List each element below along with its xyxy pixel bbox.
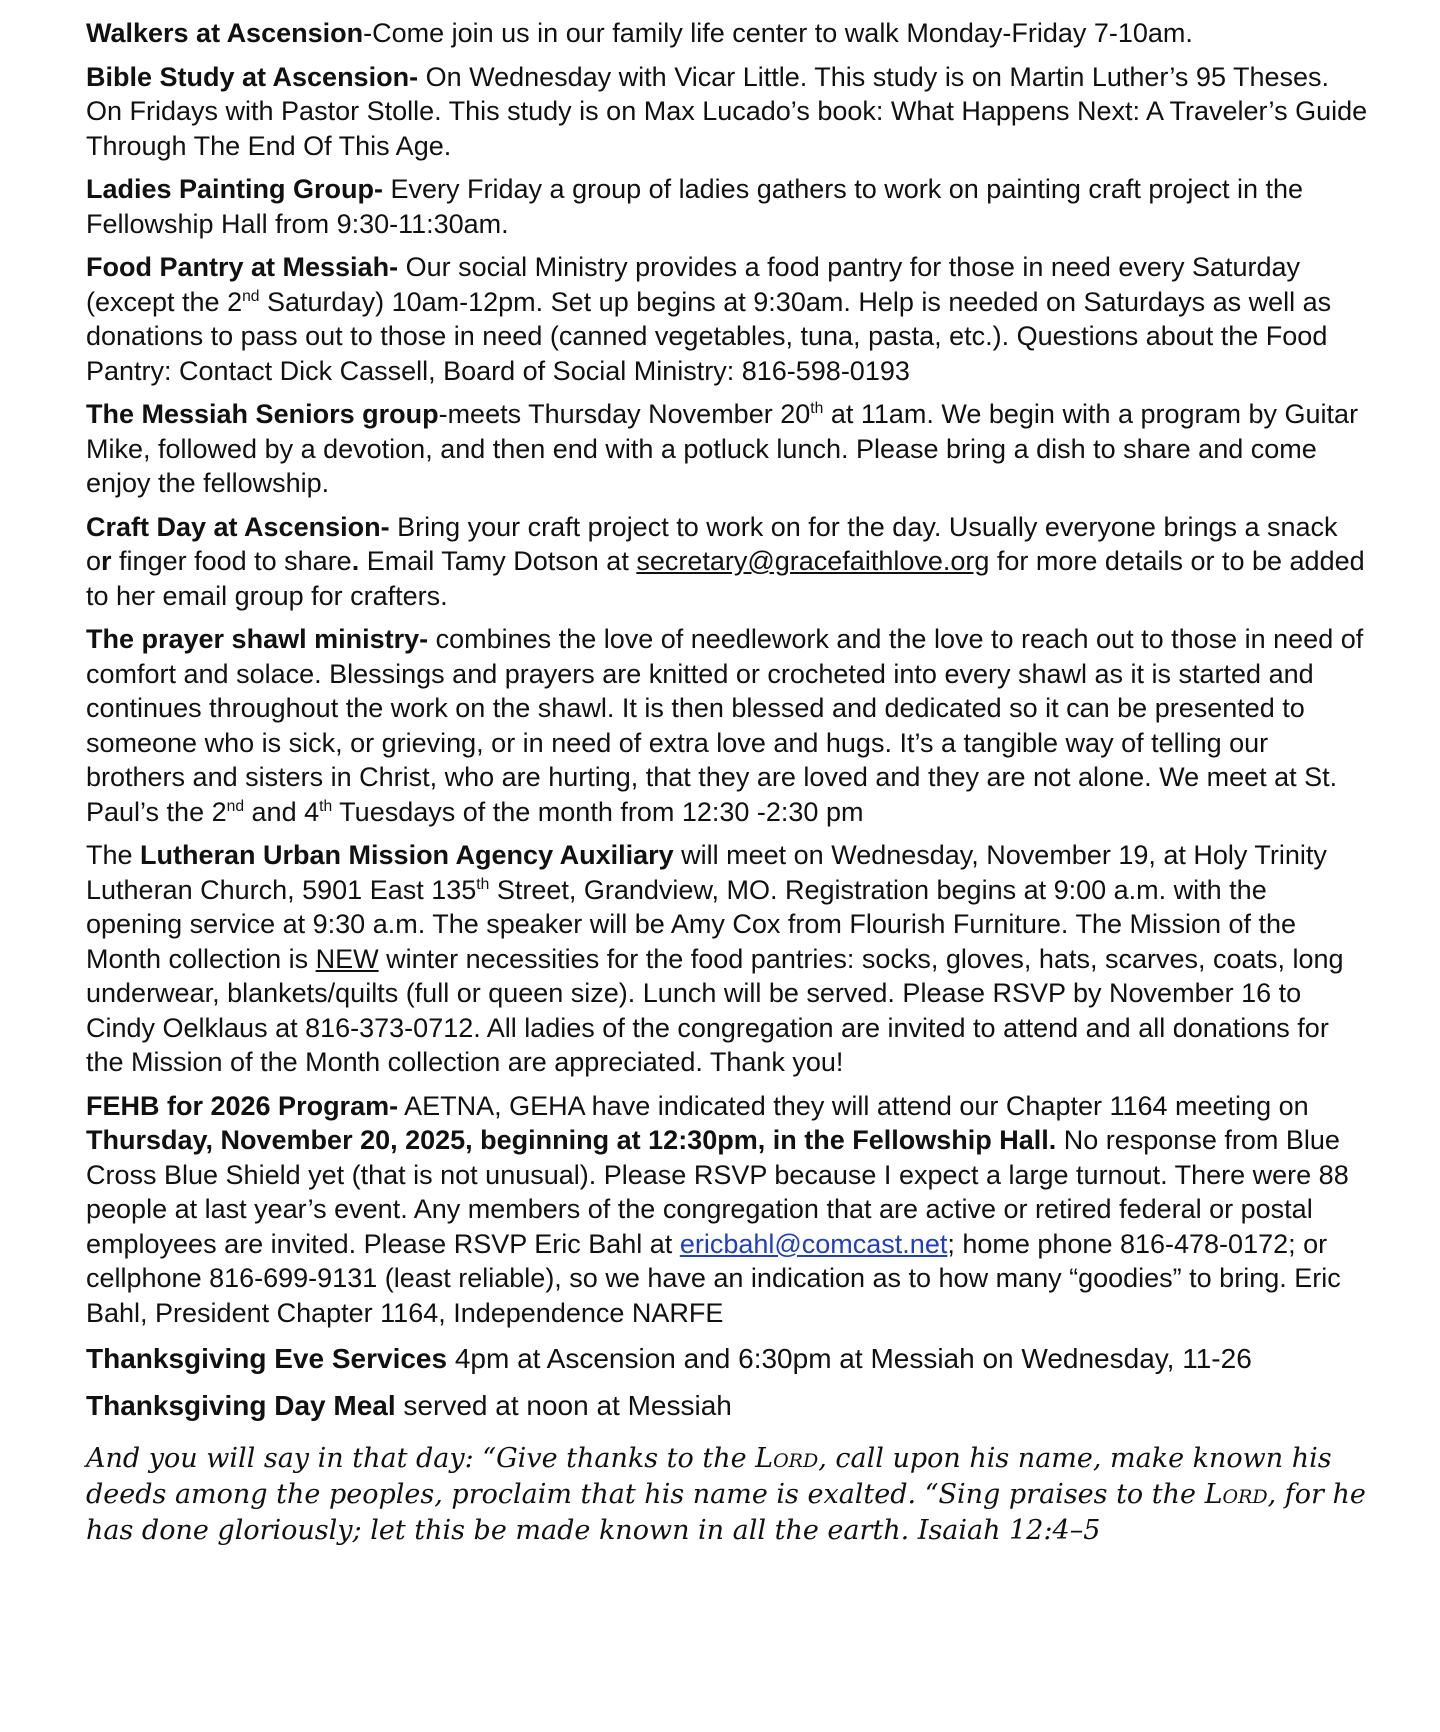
bible-study-title: Bible Study at Ascension- — [86, 61, 419, 92]
prayer-shawl-sup-2: th — [319, 797, 333, 815]
seniors-text-2: at 11am. We begin with a program by Guitar Mike, followed by a devotion, and then end with a potluck lunch. Please bring a dish to share and come enjoy the fellowship. — [86, 399, 1359, 498]
bible-study-announcement — [86, 60, 1368, 164]
verse-text-3: , for he has done gloriously; let this be made known in all the earth. Isaiah 12:4–5 — [86, 1479, 1366, 1546]
craft-day-bold-r: r — [101, 546, 112, 576]
prayer-shawl-announcement — [86, 622, 1368, 829]
food-pantry-text-2: Saturday) 10am-12pm. Set up begins at 9:30am. Help is needed on Saturdays as well as donations to pass out to those in need (canned vegetables, tuna, pasta, etc.). Questions about the Food Pantry: Contact Dick Cassell, Board of Social Ministry: 816-598-0193 — [86, 286, 1332, 386]
fehb-announcement — [86, 1089, 1368, 1331]
prayer-shawl-text-1: combines the love of needlework and the love to reach out to those in need of comfort and solace. Blessings and prayers are knitted or crocheted into every shawl as it is started and continues throughout the work on the shawl. It is then blessed and dedicated so it can be presented to someone who is sick, or grieving, or in need of extra love and hugs. It’s a tangible way of telling our brothers and sisters in Christ, who are hurting, that they are loved and they are not alone. We meet at St. Paul’s the 2 — [86, 624, 1364, 827]
craft-day-announcement — [86, 510, 1368, 614]
lutheran-text-1: will meet on Wednesday, November 19, at Holy Trinity Lutheran Church, 5901 East 135 — [86, 840, 1327, 905]
painting-text: Every Friday a group of ladies gathers to work on painting craft project in the Fellowship Hall from 9:30-11:30am. — [86, 174, 1303, 239]
thanksgiving-day-text: served at noon at Messiah — [395, 1389, 732, 1421]
food-pantry-sup: nd — [242, 287, 260, 305]
craft-day-text-4: for more details or to be added to her email group for crafters. — [86, 546, 1365, 611]
thanksgiving-day-announcement — [86, 1389, 1368, 1424]
lutheran-auxiliary-announcement — [86, 838, 1368, 1080]
food-pantry-text-1: Our social Ministry provides a food pantry for those in need every Saturday (except the 2 — [86, 252, 1301, 317]
fehb-text-3: ; home phone 816-478-0172; or cellphone 816-699-9131 (least reliable), so we have an indication as to how many “goodies” to bring. Eric Bahl, President Chapter 1164, Independence NARFE — [86, 1228, 1341, 1328]
fehb-bold: Thursday, November 20, 2025, beginning at 12:30pm, in the Fellowship Hall. — [86, 1125, 1057, 1155]
food-pantry-announcement — [86, 250, 1368, 388]
bible-study-text: On Wednesday with Vicar Little. This study is on Martin Luther’s 95 Theses. On Fridays with Pastor Stolle. This study is on Max Lucado’s book: What Happens Next: A Traveler’s Guide Through The End Of This Age. — [86, 61, 1368, 161]
thanksgiving-eve-announcement — [86, 1342, 1368, 1377]
thanksgiving-eve-title: Thanksgiving Eve Services — [86, 1343, 448, 1374]
craft-day-title: Craft Day at Ascension- — [86, 511, 390, 542]
lutheran-pre: The — [86, 840, 141, 870]
craft-day-text-1: Bring your craft project to work on for the day. Usually everyone brings a snack o — [86, 511, 1338, 576]
fehb-text-2: No response from Blue Cross Blue Shield yet (that is not unusual). Please RSVP because I expect a large turnout. There were 88 people at last year’s event. Any members of the congregation that are active or retired federal or postal employees are invited. Please RSVP Eric Bahl at — [86, 1125, 1349, 1259]
verse-lord-2: Lord — [1204, 1479, 1268, 1510]
prayer-shawl-title: The prayer shawl ministry- — [86, 624, 429, 654]
fehb-email-link[interactable]: ericbahl@comcast.net — [679, 1228, 948, 1259]
fehb-title: FEHB for 2026 Program- — [86, 1090, 399, 1121]
fehb-text-1: AETNA, GEHA have indicated they will attend our Chapter 1164 meeting on — [398, 1090, 1309, 1121]
thanksgiving-day-title: Thanksgiving Day Meal — [86, 1389, 396, 1421]
lutheran-text-3: winter necessities for the food pantries: socks, gloves, hats, scarves, coats, long underwear, blankets/quilts (full or queen size). Lunch will be served. Please RSVP by November 16 to Cindy Oelklaus at 816-373-0712. All ladies of the congregation are invited to attend and all donations for the Mission of the Month collection are appreciated. Thank you! — [86, 943, 1344, 1077]
prayer-shawl-sup-1: nd — [226, 797, 245, 815]
painting-announcement — [86, 172, 1368, 241]
lutheran-text-2: Street, Grandview, MO. Registration begins at 9:00 a.m. with the opening service at 9:30 a.m. The speaker will be Amy Cox from Flourish Furniture. The Mission of the Month collection is — [86, 874, 1297, 974]
prayer-shawl-text-3: Tuesdays of the month from 12:30 -2:30 pm — [332, 796, 864, 827]
painting-title: Ladies Painting Group- — [86, 174, 384, 204]
lutheran-new: NEW — [315, 943, 379, 974]
walkers-title: Walkers at Ascension — [86, 18, 364, 48]
craft-day-text-3: Email Tamy Dotson at — [359, 546, 637, 576]
seniors-announcement — [86, 397, 1368, 501]
craft-day-bold-dot: . — [351, 546, 360, 576]
thanksgiving-eve-text: 4pm at Ascension and 6:30pm at Messiah on Wednesday, 11-26 — [447, 1343, 1252, 1374]
seniors-text-1: -meets Thursday November 20 — [438, 399, 811, 429]
scripture-verse — [86, 1441, 1368, 1549]
verse-text-2: , call upon his name, make known his deeds among the peoples, proclaim that his name is exalted. “Sing praises to the — [86, 1443, 1332, 1510]
verse-lord-1: Lord — [755, 1443, 819, 1474]
craft-day-text-2: finger food to share — [111, 546, 352, 576]
prayer-shawl-text-2: and 4 — [244, 796, 320, 827]
walkers-text: -Come join us in our family life center to walk Monday-Friday 7-10am. — [363, 18, 1193, 48]
lutheran-title: Lutheran Urban Mission Agency Auxiliary — [140, 840, 674, 870]
walkers-announcement — [86, 16, 1368, 51]
food-pantry-title: Food Pantry at Messiah- — [86, 252, 399, 282]
seniors-sup: th — [810, 400, 824, 417]
verse-text-1: And you will say in that day: “Give thanks to the — [86, 1443, 756, 1474]
seniors-title: The Messiah Seniors group — [86, 399, 439, 429]
lutheran-sup: th — [476, 875, 490, 893]
craft-day-email-link[interactable]: secretary@gracefaithlove.org — [636, 546, 990, 576]
